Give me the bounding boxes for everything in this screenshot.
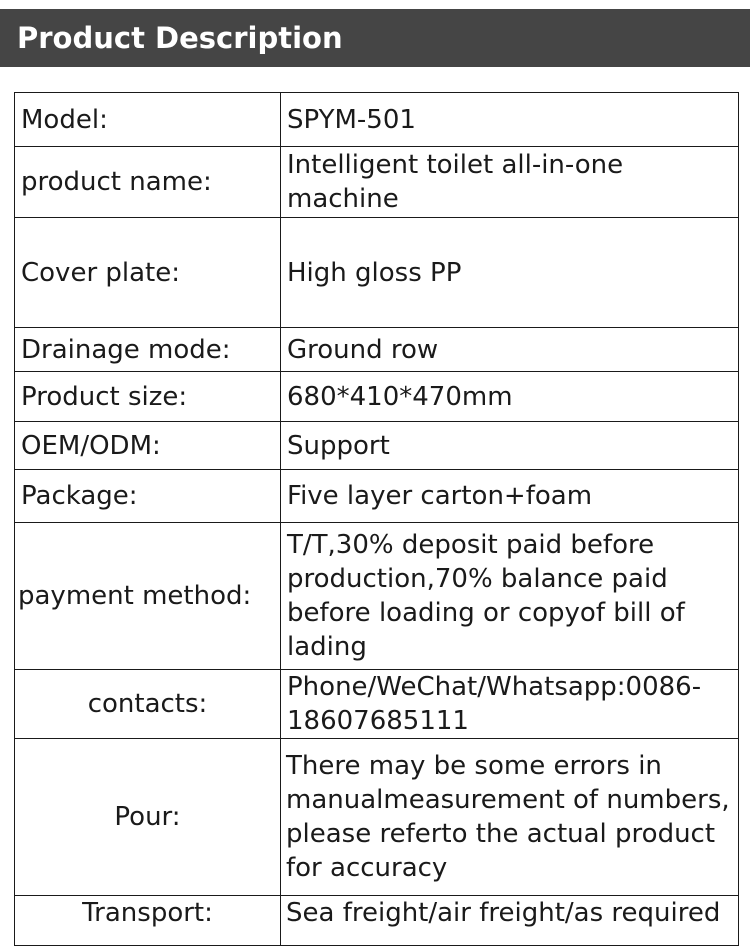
row-label: Cover plate: xyxy=(15,218,281,328)
row-value: There may be some errors in manualmeasurement of numbers, please referto the actual product for accuracy xyxy=(281,739,739,896)
row-value: Intelligent toilet all-in-one machine xyxy=(281,147,739,218)
row-label: contacts: xyxy=(15,670,281,739)
row-label: Model: xyxy=(15,93,281,147)
row-value: Phone/WeChat/Whatsapp:0086-18607685111 xyxy=(281,670,739,739)
table-row xyxy=(15,218,739,328)
row-value: Sea freight/air freight/as required xyxy=(281,896,739,946)
table-row xyxy=(15,523,739,670)
row-label: Package: xyxy=(15,470,281,523)
row-label: Transport: xyxy=(15,896,281,946)
table-row xyxy=(15,147,739,218)
section-title: Product Description xyxy=(17,21,343,55)
row-value: Support xyxy=(281,422,739,470)
row-value: 680*410*470mm xyxy=(281,372,739,422)
row-label: Pour: xyxy=(15,739,281,896)
row-label: OEM/ODM: xyxy=(15,422,281,470)
row-label: Product size: xyxy=(15,372,281,422)
row-value: High gloss PP xyxy=(281,218,739,328)
table-row xyxy=(15,93,739,147)
row-label: Drainage mode: xyxy=(15,328,281,372)
table-row xyxy=(15,372,739,422)
table-row xyxy=(15,422,739,470)
row-label: payment method: xyxy=(15,523,281,670)
row-value: SPYM-501 xyxy=(281,93,739,147)
row-value: Ground row xyxy=(281,328,739,372)
row-value: T/T,30% deposit paid before production,70% balance paid before loading or copyof bill of lading xyxy=(281,523,739,670)
section-header xyxy=(0,9,750,67)
table-row xyxy=(15,739,739,896)
table-row xyxy=(15,328,739,372)
table-row xyxy=(15,470,739,523)
row-label: product name: xyxy=(15,147,281,218)
table-row xyxy=(15,896,739,946)
table-row xyxy=(15,670,739,739)
row-value: Five layer carton+foam xyxy=(281,470,739,523)
product-spec-table xyxy=(14,92,739,946)
